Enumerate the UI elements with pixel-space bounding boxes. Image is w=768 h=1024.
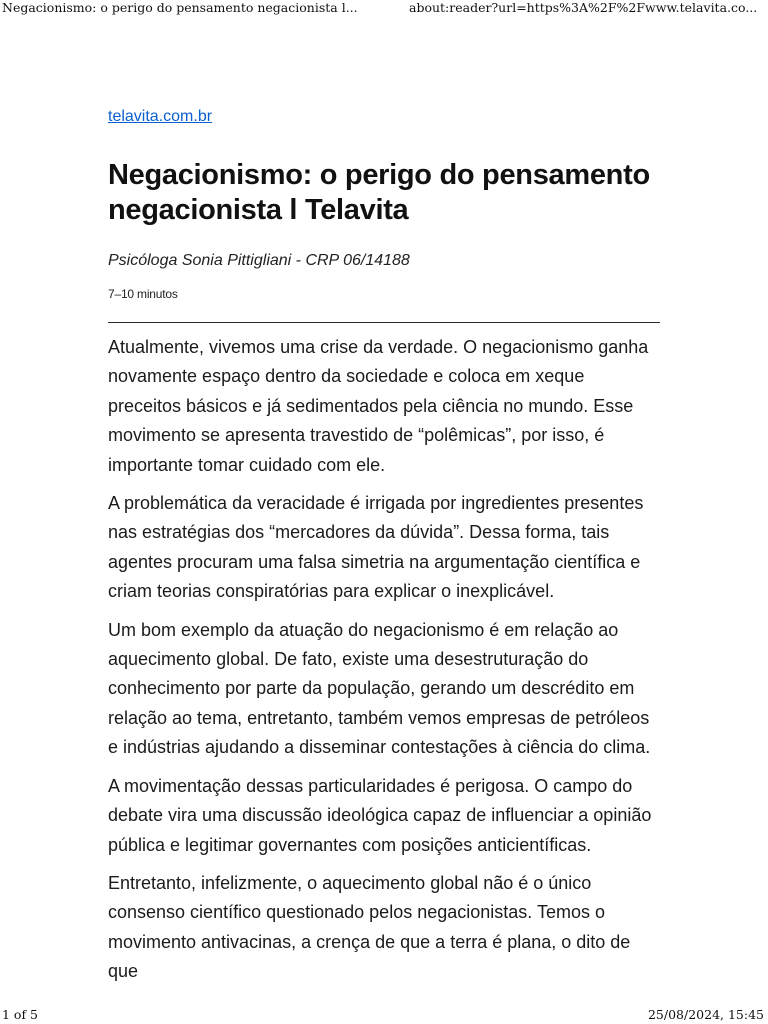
print-datetime: 25/08/2024, 15:45 [647, 1007, 764, 1022]
article-content [108, 333, 660, 987]
print-footer [0, 1007, 768, 1024]
source-domain-link[interactable]: telavita.com.br [108, 108, 213, 125]
reader-article [108, 107, 660, 996]
print-header-title: Negacionismo: o perigo do pensamento negacionista l... [2, 0, 358, 15]
article-byline: Psicóloga Sonia Pittigliani - CRP 06/14188 [108, 252, 410, 269]
article-title: Negacionismo: o perigo do pensamento negacionista l Telavita [108, 159, 650, 226]
article-paragraph: A movimentação dessas particularidades é perigosa. O campo do debate vira uma discussão ideológica capaz de influenciar a opinião pública e legitimar governantes com posições anticientíficas. [108, 775, 652, 855]
print-header [0, 0, 768, 18]
article-paragraph: Um bom exemplo da atuação do negacionismo é em relação ao aquecimento global. De fato, existe uma desestruturação do conhecimento por parte da população, gerando um descrédito em relação ao tema, entretanto, também vemos empresas de petróleos e indústrias ajudando a disseminar contestações à ciência do clima. [108, 619, 651, 758]
article-paragraph: A problemática da veracidade é irrigada por ingredientes presentes nas estratégias dos “mercadores da dúvida”. Dessa forma, tais agentes procuram uma falsa simetria na argumentação científica e criam teorias conspiratórias para explicar o inexplicável. [108, 493, 644, 602]
page-counter: 1 of 5 [2, 1007, 39, 1022]
header-divider [108, 322, 660, 323]
article-paragraph: Atualmente, vivemos uma crise da verdade. O negacionismo ganha novamente espaço dentro da sociedade e coloca em xeque preceitos básicos e já sedimentados pela ciência no mundo. Esse movimento se apresenta travestido de “polêmicas”, por isso, é importante tomar cuidado com ele. [108, 337, 649, 475]
reading-time: 7–10 minutos [108, 287, 178, 301]
article-paragraph: Entretanto, infelizmente, o aquecimento global não é o único consenso científico questionado pelos negacionistas. Temos o movimento antivacinas, a crença de que a terra é plana, o dito de que [108, 872, 631, 982]
print-header-url: about:reader?url=https%3A%2F%2Fwww.telavita.co... [409, 0, 758, 15]
